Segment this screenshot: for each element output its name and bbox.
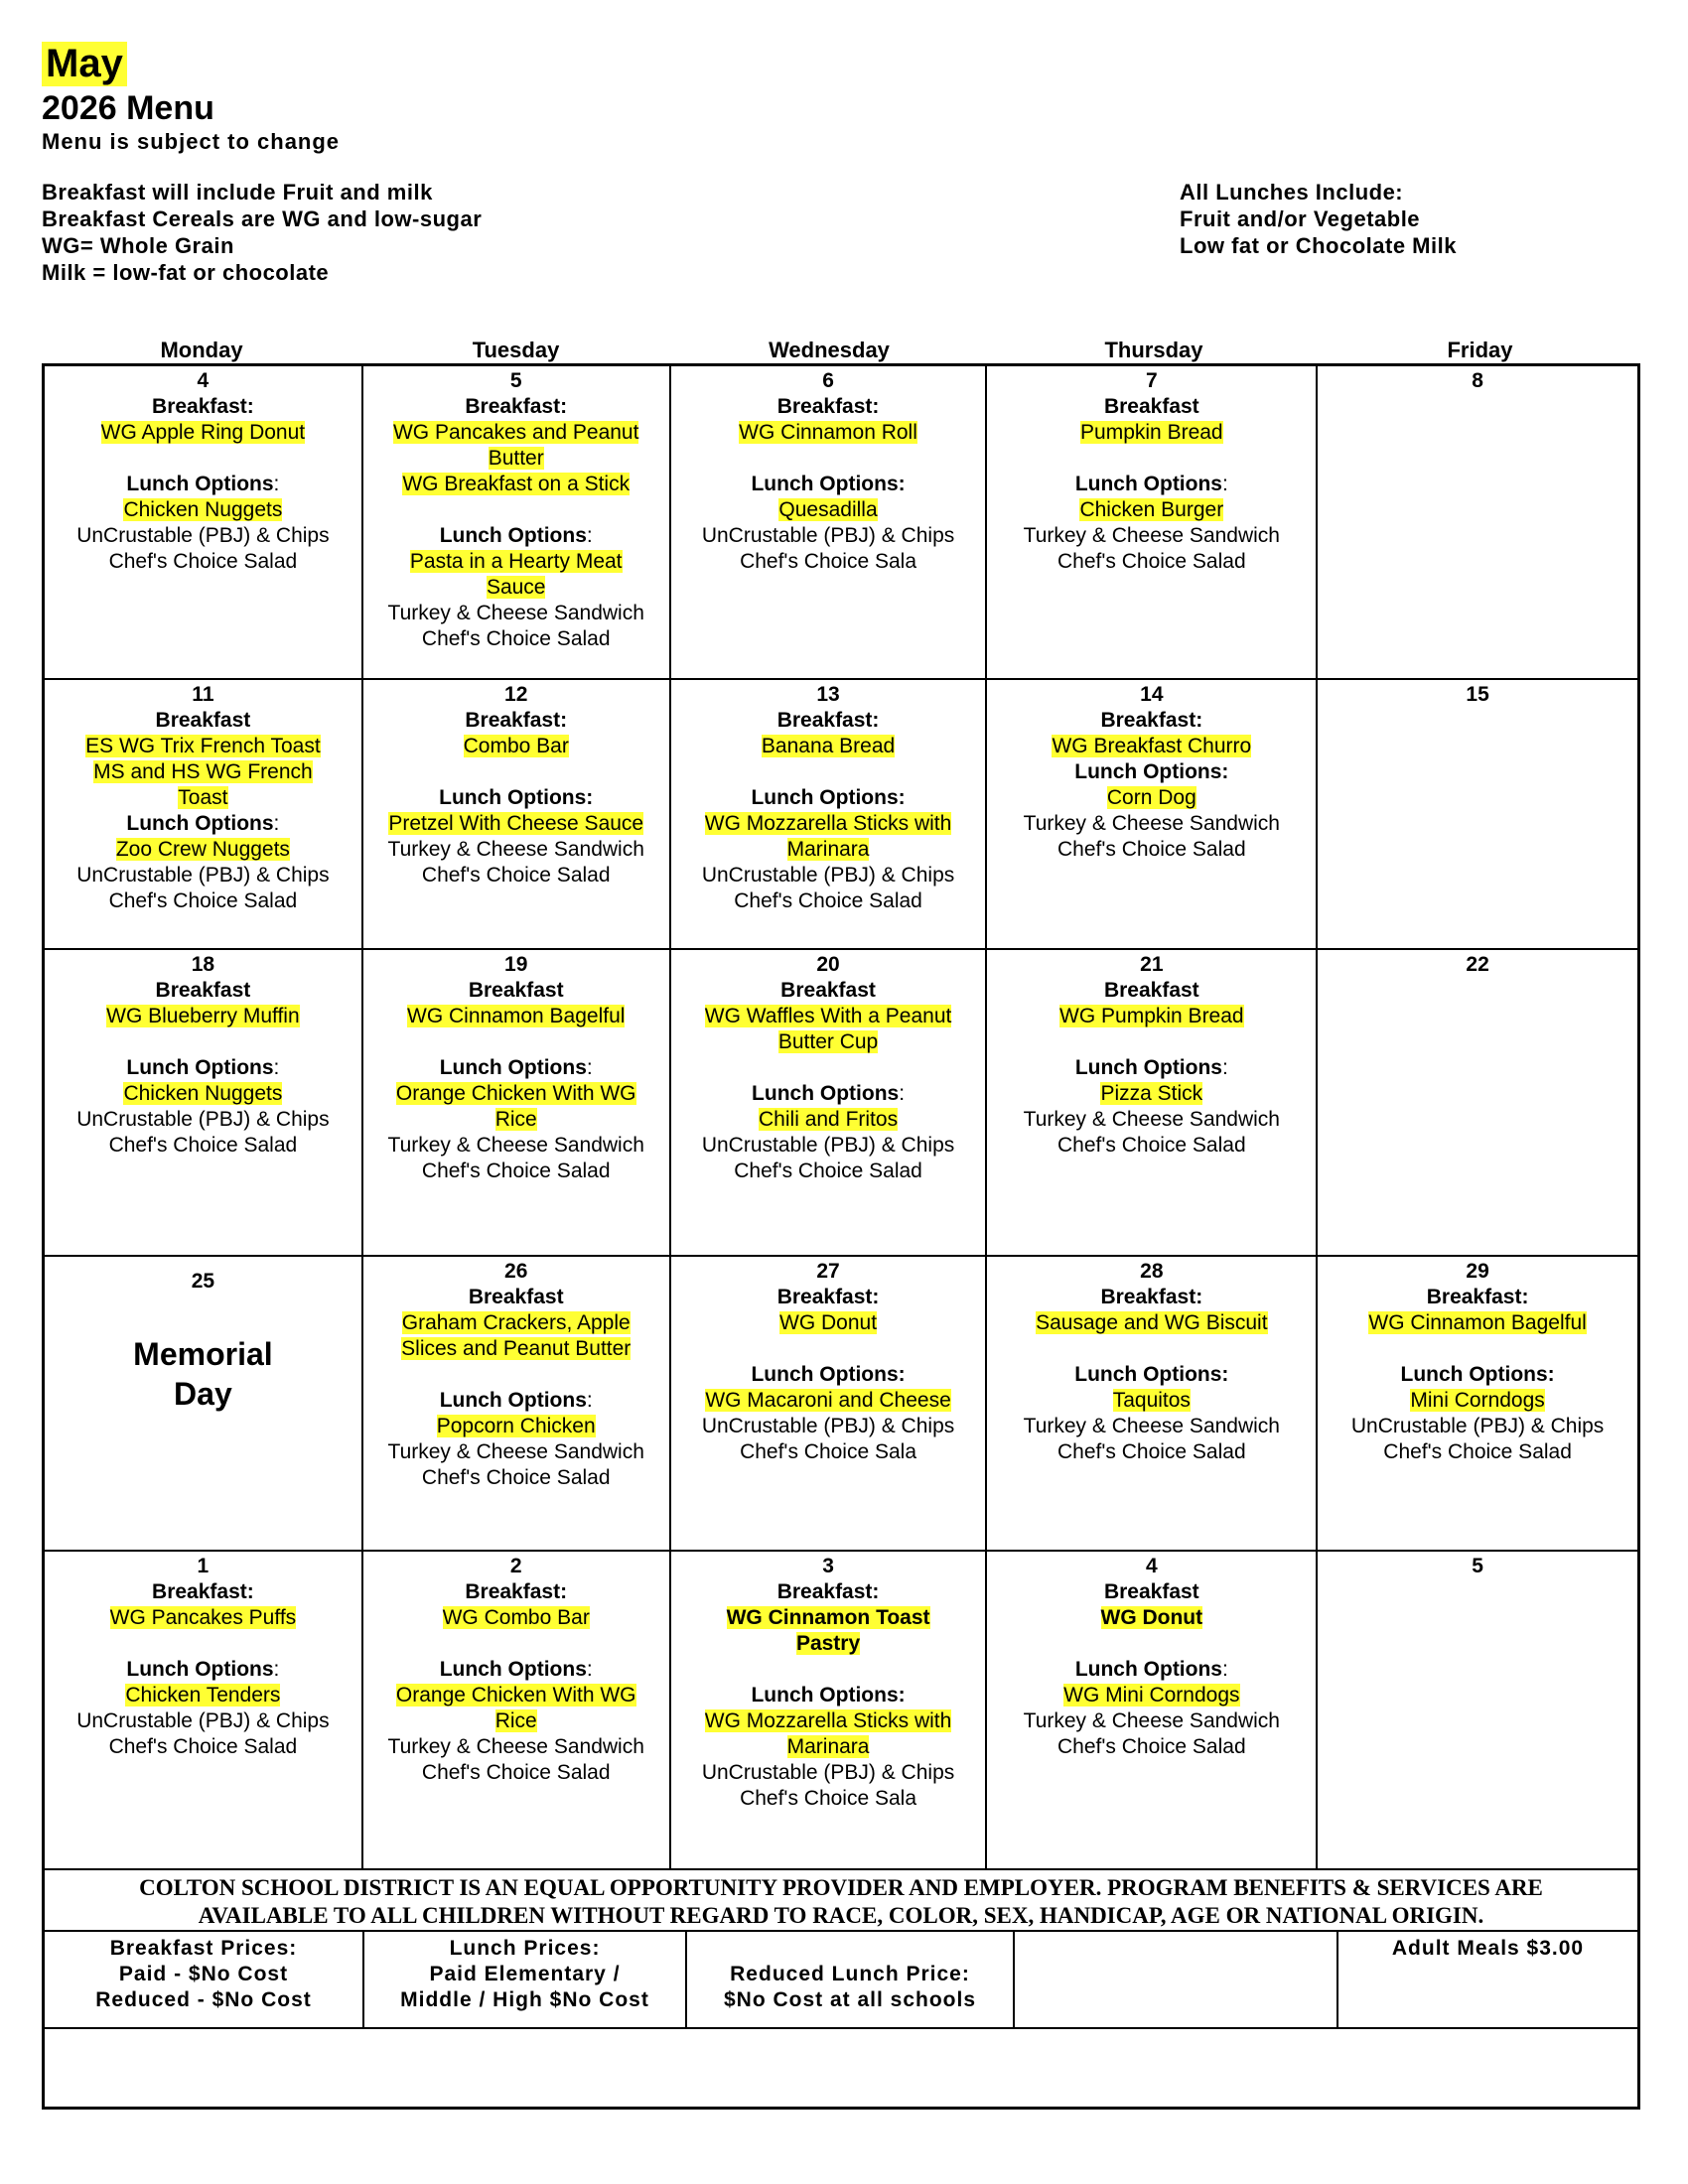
week-row	[45, 950, 1637, 1257]
lunch-label: Lunch Options:	[439, 786, 594, 809]
week-row	[45, 366, 1637, 680]
holiday-line: Memorial	[133, 1336, 273, 1372]
day-cell	[363, 950, 671, 1255]
lunch-item: Orange Chicken With WG	[395, 1684, 636, 1706]
lunch-option: Chef's Choice Sala	[740, 1787, 917, 1810]
lunch-item: Sauce	[486, 576, 546, 599]
breakfast-label: Breakfast:	[776, 1580, 880, 1603]
weekday-header: Thursday	[1104, 338, 1203, 362]
breakfast-label: Breakfast:	[776, 1286, 880, 1308]
lunch-notes	[1180, 179, 1457, 259]
note-line: Milk = low-fat or chocolate	[42, 260, 330, 285]
date-number: 18	[191, 953, 215, 976]
day-cell	[45, 950, 363, 1255]
breakfast-label: Breakfast:	[1100, 1286, 1203, 1308]
lunch-option: Turkey & Cheese Sandwich	[1023, 1415, 1280, 1437]
notice-line: AVAILABLE TO ALL CHILDREN WITHOUT REGARD TO RACE, COLOR, SEX, HANDICAP, AGE OR NATIONAL ORIGIN.	[198, 1903, 1484, 1928]
lunch-label-colon: :	[586, 1658, 593, 1681]
breakfast-item: WG Pancakes Puffs	[109, 1606, 297, 1629]
lunch-option: Turkey & Cheese Sandwich	[387, 838, 644, 861]
breakfast-item: Graham Crackers, Apple	[401, 1311, 631, 1334]
lunch-item: Mini Corndogs	[1410, 1389, 1545, 1412]
lunch-option: Chef's Choice Salad	[734, 1160, 922, 1182]
lunch-label: Lunch Options	[1074, 1056, 1222, 1079]
lunch-option: Turkey & Cheese Sandwich	[387, 1134, 644, 1157]
lunch-label: Lunch Options	[752, 1082, 900, 1105]
date-number: 20	[816, 953, 840, 976]
lunch-label: Lunch Options:	[1400, 1363, 1555, 1386]
prices-row	[45, 1932, 1637, 2029]
lunch-option: UnCrustable (PBJ) & Chips	[701, 1415, 955, 1437]
breakfast-item: Toast	[178, 786, 228, 809]
lunch-option: UnCrustable (PBJ) & Chips	[76, 524, 330, 547]
day-cell	[1318, 366, 1637, 678]
lunch-option: Chef's Choice Salad	[108, 550, 298, 573]
lunch-item: Chili and Fritos	[759, 1108, 899, 1131]
note-line: WG= Whole Grain	[42, 233, 234, 258]
lunch-option: Chef's Choice Salad	[108, 1134, 298, 1157]
lunch-item: Orange Chicken With WG	[395, 1082, 636, 1105]
breakfast-label: Breakfast	[780, 979, 876, 1002]
lunch-option: UnCrustable (PBJ) & Chips	[76, 864, 330, 887]
day-cell	[363, 1552, 671, 1868]
menu-title: 2026 Menu	[42, 89, 214, 127]
reduced-lunch-price	[687, 1932, 1015, 2027]
day-cell	[987, 1257, 1318, 1550]
breakfast-item: WG Pumpkin Bread	[1059, 1005, 1244, 1027]
breakfast-label: Breakfast	[1103, 395, 1199, 418]
lunch-label-colon: :	[586, 1389, 593, 1412]
weekday-header: Monday	[160, 338, 243, 362]
day-cell	[1318, 1552, 1637, 1868]
lunch-label: Lunch Options	[439, 1389, 587, 1412]
lunch-label: Lunch Options	[439, 1658, 587, 1681]
lunch-label: Lunch Options	[126, 473, 274, 495]
breakfast-label: Breakfast:	[776, 709, 880, 732]
date-number: 19	[504, 953, 528, 976]
day-cell	[45, 366, 363, 678]
lunch-option: Chef's Choice Salad	[1057, 1440, 1246, 1463]
breakfast-item: Pumpkin Bread	[1080, 421, 1223, 444]
day-cell	[671, 1552, 988, 1868]
day-cell	[45, 1552, 363, 1868]
date-number: 5	[1472, 1555, 1483, 1577]
equal-opportunity-notice	[45, 1870, 1637, 1932]
lunch-option: UnCrustable (PBJ) & Chips	[701, 1134, 955, 1157]
notice-line: COLTON SCHOOL DISTRICT IS AN EQUAL OPPORTUNITY PROVIDER AND EMPLOYER. PROGRAM BENEFITS & SERVICES ARE	[139, 1875, 1543, 1900]
day-cell	[987, 680, 1318, 948]
lunch-option: Turkey & Cheese Sandwich	[387, 1440, 644, 1463]
blank-footer-row	[45, 2029, 1637, 2107]
breakfast-label: Breakfast:	[1426, 1286, 1529, 1308]
lunch-price-line: Paid Elementary /	[429, 1963, 621, 1985]
day-cell	[363, 680, 671, 948]
lunch-option: Chef's Choice Salad	[1057, 1735, 1246, 1758]
breakfast-paid-price: Paid - $No Cost	[118, 1963, 289, 1985]
menu-calendar	[42, 363, 1640, 2110]
lunch-label-colon: :	[586, 1056, 593, 1079]
day-cell	[45, 1257, 363, 1550]
note-line: Fruit and/or Vegetable	[1180, 206, 1421, 231]
lunch-option: UnCrustable (PBJ) & Chips	[701, 1761, 955, 1784]
lunch-label: Lunch Options:	[751, 473, 906, 495]
week-row	[45, 1552, 1637, 1870]
date-number: 2	[509, 1555, 522, 1577]
breakfast-item: Slices and Peanut Butter	[401, 1337, 632, 1360]
lunch-option: Turkey & Cheese Sandwich	[1023, 524, 1280, 547]
breakfast-item: WG Cinnamon Bagelful	[407, 1005, 626, 1027]
week-row	[45, 1257, 1637, 1552]
day-cell	[987, 366, 1318, 678]
date-number: 3	[822, 1555, 834, 1577]
day-cell	[987, 950, 1318, 1255]
date-number: 14	[1140, 683, 1164, 706]
date-number: 25	[191, 1270, 215, 1293]
lunch-option: Chef's Choice Sala	[740, 550, 917, 573]
weekday-header: Friday	[1447, 338, 1513, 362]
breakfast-label: Breakfast:	[152, 1580, 254, 1603]
date-number: 13	[816, 683, 840, 706]
lunch-label: Lunch Options	[1074, 473, 1222, 495]
breakfast-item: WG Blueberry Muffin	[106, 1005, 300, 1027]
day-cell	[671, 950, 988, 1255]
date-number: 5	[509, 369, 522, 392]
lunch-label-colon: :	[1221, 1658, 1228, 1681]
date-number: 8	[1472, 369, 1483, 392]
lunch-label: Lunch Options:	[751, 1363, 906, 1386]
breakfast-label: Breakfast:	[152, 395, 254, 418]
breakfast-label: Breakfast:	[465, 395, 568, 418]
note-line: Low fat or Chocolate Milk	[1180, 233, 1457, 258]
breakfast-item: Banana Bread	[761, 735, 896, 757]
breakfast-item: WG Breakfast on a Stick	[402, 473, 631, 495]
day-cell	[987, 1552, 1318, 1868]
day-cell	[1318, 950, 1637, 1255]
lunch-item: Chicken Nuggets	[123, 1082, 283, 1105]
lunch-item: Pasta in a Hearty Meat	[409, 550, 623, 573]
date-number: 27	[816, 1260, 840, 1283]
date-number: 29	[1466, 1260, 1489, 1283]
lunch-option: UnCrustable (PBJ) & Chips	[76, 1709, 330, 1732]
lunch-option: Chef's Choice Salad	[421, 864, 611, 887]
breakfast-item: WG Apple Ring Donut	[100, 421, 306, 444]
lunch-label-colon: :	[1221, 1056, 1228, 1079]
lunch-option: Chef's Choice Salad	[108, 889, 298, 912]
lunch-label: Lunch Options	[439, 524, 587, 547]
breakfast-item: Butter	[488, 447, 544, 470]
lunch-item: WG Mini Corndogs	[1063, 1684, 1240, 1706]
lunch-item: Marinara	[786, 838, 870, 861]
breakfast-prices	[45, 1932, 364, 2027]
lunch-price-line: Middle / High $No Cost	[400, 1988, 649, 2011]
lunch-label: Lunch Options:	[751, 786, 906, 809]
lunch-prices	[364, 1932, 687, 2027]
lunch-option: Chef's Choice Salad	[108, 1735, 298, 1758]
breakfast-label: Breakfast	[468, 979, 564, 1002]
day-cell	[45, 680, 363, 948]
lunch-label: Lunch Options:	[1074, 760, 1229, 783]
lunch-option: Chef's Choice Salad	[421, 627, 611, 650]
lunch-option: UnCrustable (PBJ) & Chips	[76, 1108, 330, 1131]
weekday-header-row	[42, 338, 1640, 363]
lunch-item: Popcorn Chicken	[436, 1415, 596, 1437]
lunch-item: Corn Dog	[1106, 786, 1196, 809]
breakfast-label: Breakfast:	[465, 709, 568, 732]
lunch-label: Lunch Options	[439, 1056, 587, 1079]
lunch-option: Chef's Choice Salad	[421, 1466, 611, 1489]
breakfast-label: Breakfast:	[776, 395, 880, 418]
lunch-item: Rice	[494, 1709, 537, 1732]
breakfast-item: WG Breakfast Churro	[1052, 735, 1252, 757]
date-number: 4	[197, 369, 210, 392]
day-cell	[363, 366, 671, 678]
holiday-line: Day	[174, 1376, 232, 1412]
note-line: Breakfast will include Fruit and milk	[42, 180, 433, 205]
breakfast-item: Sausage and WG Biscuit	[1036, 1311, 1268, 1334]
month-title: May	[42, 42, 127, 86]
breakfast-item: WG Cinnamon Toast	[726, 1606, 930, 1629]
adult-meals-price	[1338, 1932, 1637, 2027]
day-cell	[671, 366, 988, 678]
lunch-option: Chef's Choice Salad	[421, 1160, 611, 1182]
date-number: 7	[1145, 369, 1158, 392]
breakfast-item: WG Donut	[779, 1311, 878, 1334]
breakfast-item: WG Waffles With a Peanut	[704, 1005, 952, 1027]
breakfast-item: WG Combo Bar	[442, 1606, 590, 1629]
lunch-label-colon: :	[273, 1056, 280, 1079]
date-number: 4	[1145, 1555, 1158, 1577]
breakfast-item: Butter Cup	[777, 1030, 879, 1053]
lunch-item: WG Mozzarella Sticks with	[704, 812, 952, 835]
day-cell	[1318, 1257, 1637, 1550]
lunch-option: Turkey & Cheese Sandwich	[1023, 1108, 1280, 1131]
lunch-label-colon: :	[586, 524, 593, 547]
lunch-label: Lunch Options	[126, 1658, 274, 1681]
lunch-label: Lunch Options:	[1074, 1363, 1229, 1386]
day-cell	[671, 680, 988, 948]
breakfast-label: Breakfast	[1103, 1580, 1199, 1603]
lunch-option: Chef's Choice Salad	[1057, 838, 1246, 861]
lunch-option: Chef's Choice Salad	[1057, 550, 1246, 573]
blank-price-cell	[1015, 1932, 1338, 2027]
lunch-item: Marinara	[786, 1735, 870, 1758]
lunch-label-colon: :	[1221, 473, 1228, 495]
date-number: 11	[192, 683, 214, 706]
breakfast-label: Breakfast	[155, 709, 251, 732]
breakfast-label: Breakfast:	[1100, 709, 1203, 732]
lunch-option: Chef's Choice Salad	[1383, 1440, 1572, 1463]
lunch-item: Pretzel With Cheese Sauce	[388, 812, 644, 835]
lunch-item: Taquitos	[1112, 1389, 1191, 1412]
menu-subtitle: Menu is subject to change	[42, 129, 341, 154]
lunch-label: Lunch Options	[126, 1056, 274, 1079]
breakfast-label: Breakfast:	[465, 1580, 568, 1603]
lunch-item: WG Mozzarella Sticks with	[704, 1709, 952, 1732]
lunch-label-colon: :	[273, 1658, 280, 1681]
adult-meals: Adult Meals $3.00	[1391, 1937, 1585, 1960]
lunch-option: Chef's Choice Salad	[421, 1761, 611, 1784]
note-line: Breakfast Cereals are WG and low-sugar	[42, 206, 483, 231]
lunch-option: Turkey & Cheese Sandwich	[1023, 812, 1280, 835]
lunch-label-colon: :	[273, 812, 280, 835]
breakfast-item: WG Donut	[1100, 1606, 1203, 1629]
day-cell	[363, 1257, 671, 1550]
breakfast-item: Combo Bar	[463, 735, 569, 757]
lunch-option: Turkey & Cheese Sandwich	[387, 1735, 644, 1758]
lunch-option: Chef's Choice Salad	[1057, 1134, 1246, 1157]
lunch-option: UnCrustable (PBJ) & Chips	[701, 524, 955, 547]
date-number: 26	[504, 1260, 528, 1283]
lunch-item: Rice	[494, 1108, 537, 1131]
lunch-option: UnCrustable (PBJ) & Chips	[701, 864, 955, 887]
lunch-item: Chicken Nuggets	[123, 498, 283, 521]
lunch-item: Pizza Stick	[1100, 1082, 1203, 1105]
day-cell	[671, 1257, 988, 1550]
date-number: 28	[1140, 1260, 1164, 1283]
lunch-option: Chef's Choice Sala	[740, 1440, 917, 1463]
lunch-option: Turkey & Cheese Sandwich	[387, 602, 644, 624]
reduced-title: Reduced Lunch Price:	[730, 1963, 970, 1985]
reduced-line: $No Cost at all schools	[723, 1988, 977, 2011]
day-cell	[1318, 680, 1637, 948]
lunch-label: Lunch Options:	[751, 1684, 906, 1706]
breakfast-prices-title: Breakfast Prices:	[109, 1937, 298, 1960]
lunch-prices-title: Lunch Prices:	[449, 1937, 601, 1960]
lunch-label: Lunch Options	[126, 812, 274, 835]
breakfast-label: Breakfast	[1103, 979, 1199, 1002]
breakfast-item: Pastry	[795, 1632, 861, 1655]
breakfast-item: WG Cinnamon Bagelful	[1368, 1311, 1587, 1334]
weekday-header: Wednesday	[769, 338, 890, 362]
lunch-label-colon: :	[273, 473, 280, 495]
date-number: 15	[1466, 683, 1489, 706]
date-number: 1	[197, 1555, 210, 1577]
breakfast-item: WG Cinnamon Roll	[739, 421, 917, 444]
date-number: 12	[504, 683, 528, 706]
lunch-label-colon: :	[899, 1082, 906, 1105]
lunch-item: Quesadilla	[778, 498, 878, 521]
note-line: All Lunches Include:	[1180, 180, 1404, 205]
breakfast-notes	[42, 179, 482, 286]
date-number: 22	[1466, 953, 1489, 976]
breakfast-reduced-price: Reduced - $No Cost	[95, 1988, 312, 2011]
lunch-label: Lunch Options	[1074, 1658, 1222, 1681]
breakfast-item: ES WG Trix French Toast	[85, 735, 321, 757]
holiday-label	[45, 1334, 361, 1414]
weekday-header: Tuesday	[472, 338, 560, 362]
week-row	[45, 680, 1637, 950]
breakfast-item: MS and HS WG French	[93, 760, 313, 783]
lunch-item: Chicken Tenders	[125, 1684, 281, 1706]
breakfast-label: Breakfast	[155, 979, 251, 1002]
lunch-option: Chef's Choice Salad	[734, 889, 922, 912]
lunch-option: Turkey & Cheese Sandwich	[1023, 1709, 1280, 1732]
date-number: 6	[822, 369, 834, 392]
breakfast-label: Breakfast	[468, 1286, 564, 1308]
breakfast-item: WG Pancakes and Peanut	[392, 421, 639, 444]
lunch-item: Zoo Crew Nuggets	[115, 838, 290, 861]
lunch-item: Chicken Burger	[1079, 498, 1224, 521]
lunch-option: UnCrustable (PBJ) & Chips	[1350, 1415, 1605, 1437]
date-number: 21	[1140, 953, 1164, 976]
lunch-item: WG Macaroni and Cheese	[705, 1389, 951, 1412]
